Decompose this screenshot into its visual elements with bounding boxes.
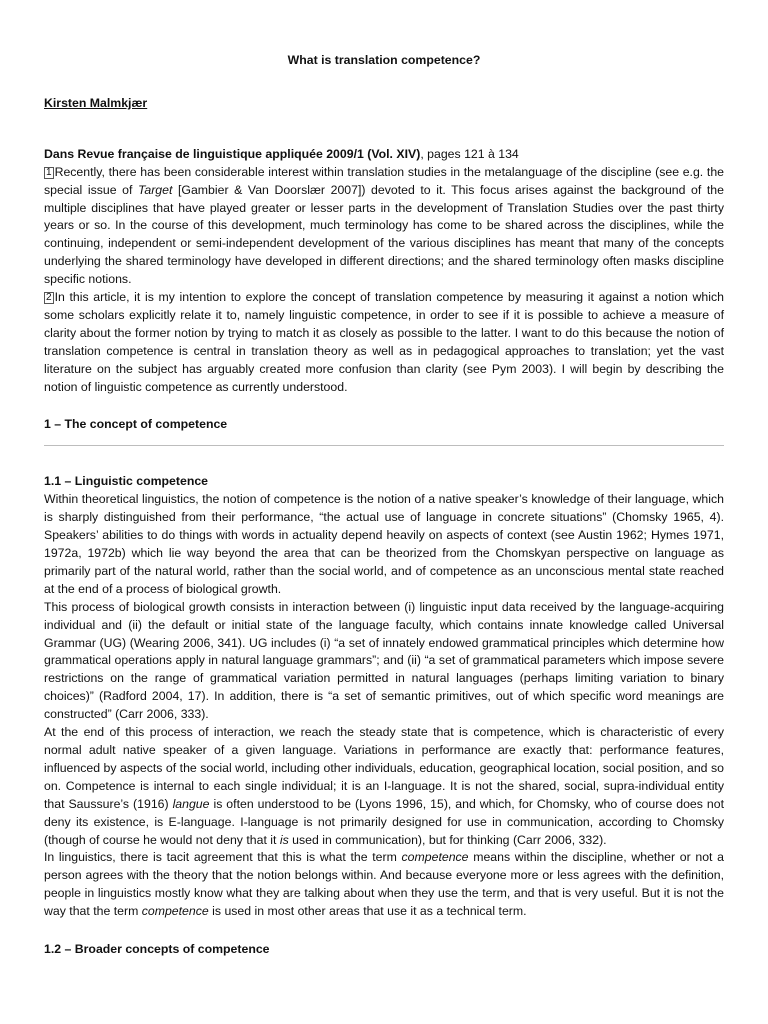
paragraph-number-icon: 1 [46, 166, 52, 178]
intro-paragraph-2: 2 In this article, it is my intention to explore the concept of translation competence by measuring it against a notion which some scholars explicitly relate it to, namely linguistic competence, in order to see if it is possible to achieve a measure of clarity about the former notion by trying to match it as closely as possible to the latter. I want to do this because the notion of translation competence is central in translation theory as well as in pedagogical approaches to translation; yet the vast literature on the subject has arguably created more confusion than clarity (see Pym 2003). I will begin by describing the notion of linguistic competence as currently understood. [44, 290, 724, 394]
paragraph-number-icon: 2 [46, 292, 52, 304]
section-divider [44, 445, 724, 446]
source-pages: , pages 121 à 134 [420, 146, 519, 161]
document-title: What is translation competence? [287, 53, 481, 67]
body-paragraph: In linguistics, there is tacit agreement that this is what the term competence means within the discipline, whether or not a person agrees with the theory that the notion belongs within. And because everyone more or less agrees with the definition, people in linguistics mostly know what they are talking about when they use the term, and that is very useful. But it is not the way that the term competence is used in most other areas that use it as a technical term. [44, 850, 724, 919]
author-name: Kirsten Malmkjær [44, 95, 148, 110]
section-heading-1-1: 1.1 – Linguistic competence [44, 474, 209, 489]
section-heading-1-2: 1.2 – Broader concepts of competence [44, 942, 270, 957]
body-paragraph: Within theoretical linguistics, the notion of competence is the notion of a native speaker’s knowledge of their language, which is sharply distinguished from their performance, “the actual use of language in concrete situations” (Chomsky 1965, 4). Speakers’ abilities to do things with words in actuality depend heavily on aspects of context (see Austin 1962; Hymes 1971, 1972a, 1972b) which lie way beyond the area that can be theorized from the Chomskyan perspective on language as primarily part of the natural world, rather than the social world, and of competence as an unconscious mental state reached at the end of a process of biological growth. [44, 492, 724, 596]
body-paragraph: This process of biological growth consists in interaction between (i) linguistic input data received by the language-acquiring individual and (ii) the default or initial state of the language faculty, which contains innate knowledge called Universal Grammar (UG) (Wearing 2006, 341). UG includes (i) “a set of innately endowed grammatical principles which determine how grammatical operations apply in natural language grammars”; and (ii) “a set of grammatical parameters which impose severe restrictions on the range of grammatical variation permitted in natural languages (perhaps limiting variation to binary choices)” (Radford 2004, 17). In addition, there is “a set of semantic primitives, out of which specific word meanings are constructed” (Carr 2006, 333). [44, 599, 724, 722]
body-paragraph: At the end of this process of interaction, we reach the steady state that is competence, which is characteristic of every normal adult native speaker of a given language. Variations in performance are exactly that: performance features, influenced by aspects of the social world, including other individuals, education, geographical location, social position, and so on. Competence is internal to each single individual; it is an I-language. It is not the shared, social, supra-individual entity that Saussure’s (1916) langue is often understood to be (Lyons 1996, 15), and which, for Chomsky, who of course does not deny its existence, is E-language. I-language is not primarily designed for use in communication, according to Chomsky (though of course he would not deny that it is used in communication), but for thinking (Carr 2006, 332). [44, 725, 724, 847]
source-journal: Dans Revue française de linguistique appliquée 2009/1 (Vol. XIV) [44, 146, 421, 161]
section-heading-1: 1 – The concept of competence [44, 416, 228, 431]
source-citation [44, 146, 724, 164]
intro-paragraph-1: 1 Recently, there has been considerable interest within translation studies in the metalanguage of the discipline (see e.g. the special issue of Target [Gambier & Van Doorslær 2007]) devoted to it. This focus arises against the background of the multiple disciplines that have played greater or lesser parts in the development of Translation Studies over the past thirty years or so. In the course of this development, much terminology has come to be shared across the disciplines, while the continuing, independent or semi-independent development of the various disciplines has meant that many of the concepts underlying the shared terminology have developed in different directions; and the shared terminology often masks discipline specific notions. [44, 164, 724, 287]
